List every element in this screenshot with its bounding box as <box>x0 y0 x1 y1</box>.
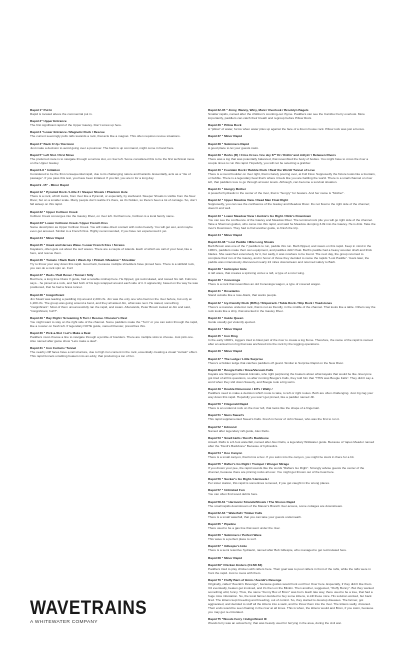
rapid-description: Paddlers need to make a decision which route to take, to left or right routes. Both are often challenging. Just zig zag your way down this rapid. Hopefully you won't get pinned, like a paddler named Jill. <box>208 390 374 399</box>
rapid-description: Originally, called "Zeenik's Revenge", because guides would hunt out Pour Over here. Especially, if they didn't like them. It'd eventually, beaten get involved, and it's then on the Blinkin. Then another, suggested, "Fluffy Bunny". But they wanted something wild, funny. Thus, the name "Funny Box of Bmm" was born. Each late way, there used to be a tree, that had a huge mice infestation. So, the local farmer decided to buy some kittens, to kill these mice. His solution worked, but back fired. The kittens kept breeding and breeding, out of control. So, they started to develop diseases. The farmer, got aggravated, and decided to stuff all the kittens into a sack, and he threw them into the river. The kittens sadly, drowned. Their ends would be seen floating in the river at all times. This is when, the kittens would and Bmm, if you swim, because you may get re-circulated. <box>208 581 374 614</box>
rapid-entry <box>208 289 376 297</box>
rapid-description: Paddlers tried to play chicken with rafters here. Their goal was to pour rafters in front of the rafts, while the rafts were in front the rapid. Just to mess with them. <box>208 566 371 575</box>
rapid-entry <box>30 119 198 127</box>
rapid-description: Rapid is located above the commercial put in. <box>30 112 93 116</box>
rapid-title: Rapid 49 " Double Dimension / Elf's / Wally / <box>208 386 273 391</box>
rapid-entry <box>208 617 376 625</box>
rapid-entry <box>30 236 198 240</box>
rapid-entry <box>208 477 376 485</box>
rapid-description: There is a small canyon, that forms a box. If you swim into the canyon, you might be stuck in there for a bit. <box>208 454 355 459</box>
rapid-title: Rapid 70 " Fluffy Barn of Hmm / Zeenik's Revenge <box>208 577 282 582</box>
rapid-title: Rapid 36 " Pillow Rock <box>208 123 242 128</box>
rapid-entry <box>208 556 376 560</box>
rapid-description: Considered to be the first consequential rapid, due to its challenging nature and hazards. Essentially, acts as a "rite of passage". If you pass this test, you have been initiated. If you fail, you are in for a long day. <box>30 171 191 180</box>
rapid-title: Rapid 58-61 " Harmonic Strands/Shoals / The Shores Rapid <box>208 499 296 504</box>
rapid-title: Rapid 12 " Pyramid Rock / Little Z / Sleeper Shoals / Phantom Hole <box>30 190 128 195</box>
rapid-entry <box>208 511 376 519</box>
rapid-title: Rapid 44 " Minor Rapid <box>208 327 242 331</box>
rapid-description: The preferred route is to navigate through a narrow slot, on river left. Some considered this to be the first technical move on the Upper Gauley. <box>30 156 195 165</box>
rapid-description: Per sister station, this rapid is sometimes removed, if you get caught in the wrong places. <box>208 481 330 486</box>
rapid-entry <box>30 346 198 358</box>
rapid-entry <box>208 267 376 275</box>
rapid-description: You might want to stay on the right side of the channel. Some paddlers make the "Turn" or you can swim through the rapid, like a rooster on fresh left. If legendary NOTE guide, named Rooster, prescribes this. <box>30 319 198 328</box>
rapid-entry <box>208 522 376 530</box>
rapid-entry <box>208 578 376 614</box>
rapid-title: Rapid 40 " Conestoga <box>208 278 241 283</box>
rapid-title: Rapid 48 " Boogie Falls / Knee/Vacuum Falls <box>208 367 274 372</box>
rapid-title: Rapid 56 " Sucker's Go Right / Hermeela / <box>208 477 270 482</box>
rapid-entry <box>30 130 198 138</box>
rapid-entry <box>30 108 198 116</box>
rapid-entry <box>208 563 376 575</box>
rapid-entry <box>208 334 376 346</box>
rapid-description: Just make a decision to avoid going over a pourover. The back is up command, might come in hand here. <box>30 145 175 150</box>
rapid-entry <box>30 210 198 218</box>
rapid-entry <box>208 500 376 508</box>
rapid-description: A "pillow" of water, forms when water piles up against the face of a Zoom house rock. Pillow rock was just a bonus. <box>208 127 365 132</box>
rapid-title: Rapid 65 " Pipeline <box>208 522 236 526</box>
rapid-entry <box>208 301 376 313</box>
rapid-entry <box>30 243 198 255</box>
rapid-title: Rapid 22 " Upper Collison Creek <box>30 209 78 214</box>
rapid-title: Rapid 41 " Rosetanks <box>208 289 240 294</box>
rapid-entry <box>208 214 376 230</box>
rapid-title: Rapid 4" Back It Up / Decision <box>30 141 75 146</box>
rapid-entry <box>208 134 376 138</box>
rapid-title: Rapid 45 " Iron Ring <box>208 334 238 339</box>
rapid-entry <box>208 240 376 264</box>
rapid-description: If you drown your pee, the rapid sounds like the words "Rafters Go Right". Strongly advise guests the center of the channel, because there are pinning rocks all over. You might get thrown out of the boat here. <box>208 466 365 475</box>
rapid-title: Rapid 41 " Hungry Mother <box>208 187 247 192</box>
rapid-entry <box>208 153 376 165</box>
rapid-title: Rapid 6-8 " Initiation <box>30 167 60 172</box>
rapid-description: Smaller rapids, named after the children's counting-out rhyme. Paddlers can see the Carnifex Ferry overlook. More importantly, paddlers can catch their breath and regroup before Pillow Rock. <box>208 112 365 120</box>
rapid-description: There's a hidden ledge that catches paddlers off guard. Similar to Surprise Rapid on the New River. <box>208 360 344 365</box>
rapid-description: Supposedly, you can see the confluence of the Gauley and Meadow River. Do not float to the right side of the channel; doesn't end well. <box>208 202 370 211</box>
rapid-title: Rapid 75 "Woods Ferry / Indignificant III <box>208 617 267 622</box>
rapid-title: Rapid 24 " Minor Rapid <box>30 235 64 240</box>
rapid-description: Jim Stuart was leading a paddling trip around 2,200 cfs. Jim was the only one who had run the river before, but only at 1,200 cfs. The group was going around a bend, and they all asked Jim, what was next. He stated, something "insignificant". Most of them unsuccessfully ran the rapid, and swam. Afterwards, Peter Brown looked at Jim and said, "Insignificant, huh?". <box>30 296 192 313</box>
rapid-description: The current seemingly pulls rafts towards a rock, that acts like a magnet. This often requires rescue situations. <box>30 134 181 139</box>
rapid-description: Guide usually get violently ejected. <box>208 319 256 324</box>
rapid-description: There's a massive undercut rock, that is not as friendly, in the middle of the channel. That looks like a table. Others say the rock looks like a ship, that wrecked in the Gauley River. <box>208 304 376 313</box>
rapid-description: Bud here, a long time Class V guide, had a notable mishap here. He flipped, got recirculated, and tossed his raft. Folk lore says... he joined at a rock, and had both of his legs wrapped around each side of it. It apparently, based on the way he was positioned, that he had a brass tunnel. <box>30 277 198 290</box>
rapid-title: Rapid 28 " Insignificant <box>30 292 65 297</box>
rapid-entry <box>30 190 198 206</box>
rapid-title: Rapid 69" Chicken Enders (CLSD 83) <box>208 562 263 567</box>
brand-logo: WAVETRAINS <box>30 596 148 619</box>
rapid-title: Rapid 68 " Minor Rapid <box>208 555 242 560</box>
rapid-description: There is a rock that resembles an old Conestoga wagon, a type of covered wagon. <box>208 282 321 287</box>
rapid-title: Rapid 39 " Borks (R) / Criss Cross / Ice sky K** Dr / Rollin' and Jollyin' / Between Rivers <box>208 152 336 157</box>
rapid-description: There is a small waterfall, that you can take your guests underneath. <box>208 514 302 519</box>
rapid-title: Rapid 62-64 " Waterfall / Timber Falls <box>208 510 263 515</box>
rapid-entry <box>208 368 376 384</box>
rapid-title: Rapid 27 " Buds / Bull Boxer / Tunnel / Silly <box>30 273 94 278</box>
rapid-description: There is a rock, which looks, from river like a Pyramid, or especially, by starboard. Sleeper Shoals is visible from the New River, but on a smaller scale. Many people don't realize it's there, as it's hidden, so there's been a lot of carnage. So, don't fall asleep on this rapid. <box>30 194 197 207</box>
rapid-entry <box>30 316 198 328</box>
rapid-title: Rapid 3 "Lower Entrance / Magnetic Rock / Rescue <box>30 130 105 135</box>
rapid-title: Rapid 47 " The Ledge / Little Surprise <box>208 356 263 361</box>
rapid-title: Rapid 55 " Rafter's Go Right / Trumpet / Wooger Mirage <box>208 462 290 467</box>
rapid-title: Rapid 33-38 " Lost Paddle / Mile Long Shoals <box>208 239 275 244</box>
rapid-entry <box>30 168 198 180</box>
rapid-entry <box>30 183 198 187</box>
rapid-title: Rapid 40 " Fountain Rock / Bubble Rock / Beaf the World/ Tunnel of Love <box>208 167 315 172</box>
rapid-title: Rapid 43 " Lower Meadow View / Junkie's Go Right / Dink's Downtown <box>208 213 312 218</box>
rapid-description: A good place to let your guests swim. <box>208 145 260 150</box>
rapid-entry <box>208 316 376 324</box>
rapid-title: Rapid 43 " Guide Queen <box>208 315 244 320</box>
rapid-title: Rapid 38 " Swimmers Rapid <box>208 141 250 146</box>
rapid-title: Rapid 9 -15" - Minor Rapid <box>30 183 69 188</box>
rapid-description: Collison Creek converges into the Gauley River, on river left. Furthermore, Collison is a local family name. <box>30 213 175 218</box>
rapid-description: The nearby cliff faces have a rail structure, due to high iron content in the rock, essentially creating a visual "curtain" effect. This rapid funnels unwitting boaters into an eddy, that producing a ton of fun. <box>30 350 198 359</box>
rapid-entry <box>30 142 198 150</box>
rapid-entry <box>208 387 376 399</box>
rapid-entry <box>208 451 376 459</box>
rapid-title: Rapid 26 " Tomato / Back Back / Wash-Up / Pinball / Meadow " Shredder <box>30 258 136 263</box>
rapid-description: There is a semi retentive hydraulic, named after Bob Gillespie, who managed to get recirculated here. <box>208 548 347 553</box>
rapid-title: Rapid 54 " Koo Canyon <box>208 450 243 455</box>
rapid-title: Rapid 32-35 " Jinny, Wanny, Winy, Mani / Overlook / Brooklyn Bagels <box>208 108 309 112</box>
rapid-title: Rapid 42 " Upper Meadow View / Dead Man Float Right <box>208 198 289 203</box>
rapid-description: Stand outside like a rose-black, that wants people. <box>208 293 277 298</box>
rapid-title: Rapid 25 " Gwek and Heroes Wave / Lower French Kiss / Screws <box>30 243 125 248</box>
rapid-title: Rapid 66 " Swimmers / Perfect Wave <box>208 533 262 538</box>
rapid-description: This rapid supplemented Sweet's Falls. Fresh in honor of John Sweet, who was the first to run it. <box>208 417 340 422</box>
rapid-description: In the early 1900's, loggers tried to blast part of the river to create a log flume. Therefore, the name of the rapid is named after an actual iron ring that was anchored into the rock by the logging operations. <box>208 338 373 347</box>
rapid-entry <box>208 533 376 541</box>
rapid-entry <box>30 153 198 165</box>
rapid-title: Rapid 44 " Minor Rapid <box>208 232 242 237</box>
rapid-title: Rapid 39 " Helicopter Hole <box>208 267 247 272</box>
rapid-description: Kayaks are Strangers Rascal Animals, who right perplexing the boaters about what kayaks that would be like. Everyone got tired of all his questions, so after running Boogie's Falls, they told him that "THIS was Boogie Falls". They didn't say a word when they slid down Sweetly, and Boogie took a big swim. <box>208 371 374 384</box>
rapid-description: Kayakers, often gets out about the surf waves. There are a couple of islands. Each of which we call of your boat, like a hero, and rescue them. <box>30 247 192 256</box>
right-column <box>208 108 376 628</box>
rapid-description: Aswell. Rafts is a 6-foot waterfall, named after Alex Dello, a legendary Wildwater guide. Because of 'tapes Meador named after the "Devil's Backbone" Because of hydraulics. <box>208 439 375 448</box>
rapid-description: Paddlers must choose a line to navigate through a jumble of boulders. There are multiple slots to choose. Just pick one. Also named after game show "Lets make a deal". <box>30 335 194 343</box>
rapid-entry <box>208 462 376 474</box>
rapid-description: Try to throw your way down this rapid. Good luck, because multiple shredders have pinned here. There is a skillslid rock, you can do a rock spin on. Fun! <box>30 262 195 271</box>
rapid-title: Rapid 46 " Minor Rapid <box>208 349 242 354</box>
rapid-entry <box>208 425 376 433</box>
rapid-entry <box>30 273 198 289</box>
rapid-title: Rapid 37 " Minor Rapid <box>208 134 242 139</box>
rapid-title: Rapid 57 " Unlimited Fun <box>208 488 245 493</box>
brand-block <box>30 598 210 626</box>
rapid-title: Rapid 30 " Pick-a-Slot / Let's Make a Deal <box>30 331 91 335</box>
rapid-entry <box>30 258 198 270</box>
rapid-entry <box>208 187 376 195</box>
rapid-description: You can see the confluence of the Gauley and Meadow River. The terminal rock pile you will go right side of the channel. Take a Sherman guides, who came into this rapid, and said he Meadow dumping 3-8k into the Gauley. He is dink. Take the river's Downtown. They had to find another guide, to finish the trip. <box>208 217 376 230</box>
rapid-description: Named after legendary raft guide, Alex Dello. <box>208 428 270 433</box>
rapid-description: The first significant rapid of the Upper Gauley. Don't screw up here. <box>30 123 122 128</box>
rapid-description: A powerful hydraulic in the center of the river, that is "hungry" for boaters. And her name is "Mother". <box>208 191 345 196</box>
left-column <box>30 108 198 361</box>
rapid-title: Rapid 42 " Ivy-friendly Rock (Riffs) / Shipwreck / Table Rock / Slip Rock / Toadstones <box>208 300 333 305</box>
rapid-description: The small rapids downstream of the Mason's Branch river access, some cottages are downstream. <box>208 503 344 508</box>
rapid-description: Barb Brown was one of the 7 paddlers to run, paddle this run. Barb flipped, and swam on this rapid. Keep in mind in the 1960's, paddlers make their own equipment, and paddles didn't float. Barb's paddle had a heavy wooden shaft and thick blades. She searched extensively for it, but sadly, it was nowhere to be found. The next day, the group returned to complete their run of the Gauley, and in honor of those they decided to name the rapids "Lost Paddle". Years later, the paddle was miraculously discovered nearly 24 miles downstream and returned safely to Barb. <box>208 243 372 264</box>
rapid-title: Rapid 53 " Smell Hells / Devil's Backbone <box>208 435 269 440</box>
rapid-description: You can often find wood debris here. <box>208 492 259 497</box>
rapid-entry <box>30 331 198 343</box>
rapid-entry <box>208 168 376 184</box>
rapid-description: There used to be a gas line that went under the river. <box>208 526 281 530</box>
rapid-title: Rapid 5" Left Slot / First Move <box>30 152 74 157</box>
rapid-title: Rapid 51 " Nuns Sweet's <box>208 413 245 418</box>
rapid-entry <box>208 544 376 552</box>
rapid-description: A raft wave, that creates a spinning vortex a raft, a type of a rotor wing. <box>208 271 305 276</box>
rapid-description: There is an undercut rock on the river left, that looks like the shape of a fingernail. <box>208 406 320 411</box>
rapid-entry <box>208 233 376 237</box>
rapid-title: Rapid 67 " Gillespie's Hole <box>208 544 247 549</box>
rapid-description: Woods ferry was an actual ferry, that was heavily used for ferrying in the area, during the civil war. <box>208 621 342 626</box>
brand-tagline: A WHITEWATER COMPANY <box>30 620 98 625</box>
rapid-entry <box>208 488 376 496</box>
rapid-title: Rapid 2" Upper Entrance <box>30 119 67 124</box>
rapid-entry <box>208 198 376 210</box>
rapid-entry <box>208 142 376 150</box>
rapid-entry <box>208 327 376 331</box>
rapid-description: Same description as Upper Collison Creek. You will make direct contact with rocks heavily. You will get wet, and maybe even get aroused. Similar to a French Kiss. Highly recommended, if you have not experienced it yet. <box>30 224 193 233</box>
rapid-title: Rapid 1" Put In <box>30 108 53 112</box>
rapid-title: Rapid 31 " Iron Curtain / Tunnel <box>30 346 77 351</box>
rapid-title: Rapid 52 " Edmond <box>208 424 237 429</box>
rapid-title: Rapid 23" Lower Collision Creek / Upper French Kiss <box>30 220 108 225</box>
rapid-entry <box>208 402 376 410</box>
rapid-entry <box>208 278 376 286</box>
rapid-entry <box>30 221 198 233</box>
rapid-title: Rapid 50 " Fitzgerald Rapid <box>208 402 249 407</box>
rapid-entry <box>208 349 376 353</box>
rapid-entry <box>208 108 376 120</box>
rapid-entry <box>30 293 198 313</box>
rapid-entry <box>208 357 376 365</box>
rapid-title: Rapid 29 " Bay Right / Screaming S Turn / Rescue / Rooster's Rest <box>30 315 128 320</box>
rapid-entry <box>208 413 376 421</box>
rapid-description: There is a round boulder on river right, that is barely pouring over, at Full Flow. Supposedly the fixture looks like a fountain, or bubble. There is a legendary bear that's where it feels like you are battling the world. There is a small channel on river left, that paddlers love to go through at lower levels. Although, can become a survival situation. <box>208 171 376 184</box>
rapid-entry <box>208 436 376 448</box>
rapid-entry <box>208 123 376 131</box>
rapid-description: There was a log that was potentially balanced, that resembled the body of bodies. You might have to cross the river a couple times to run this rapid. Hopefully, you will not be selecting a grabber. <box>208 156 369 165</box>
rapid-description: This wave is a perfect place to surf. <box>208 537 257 542</box>
